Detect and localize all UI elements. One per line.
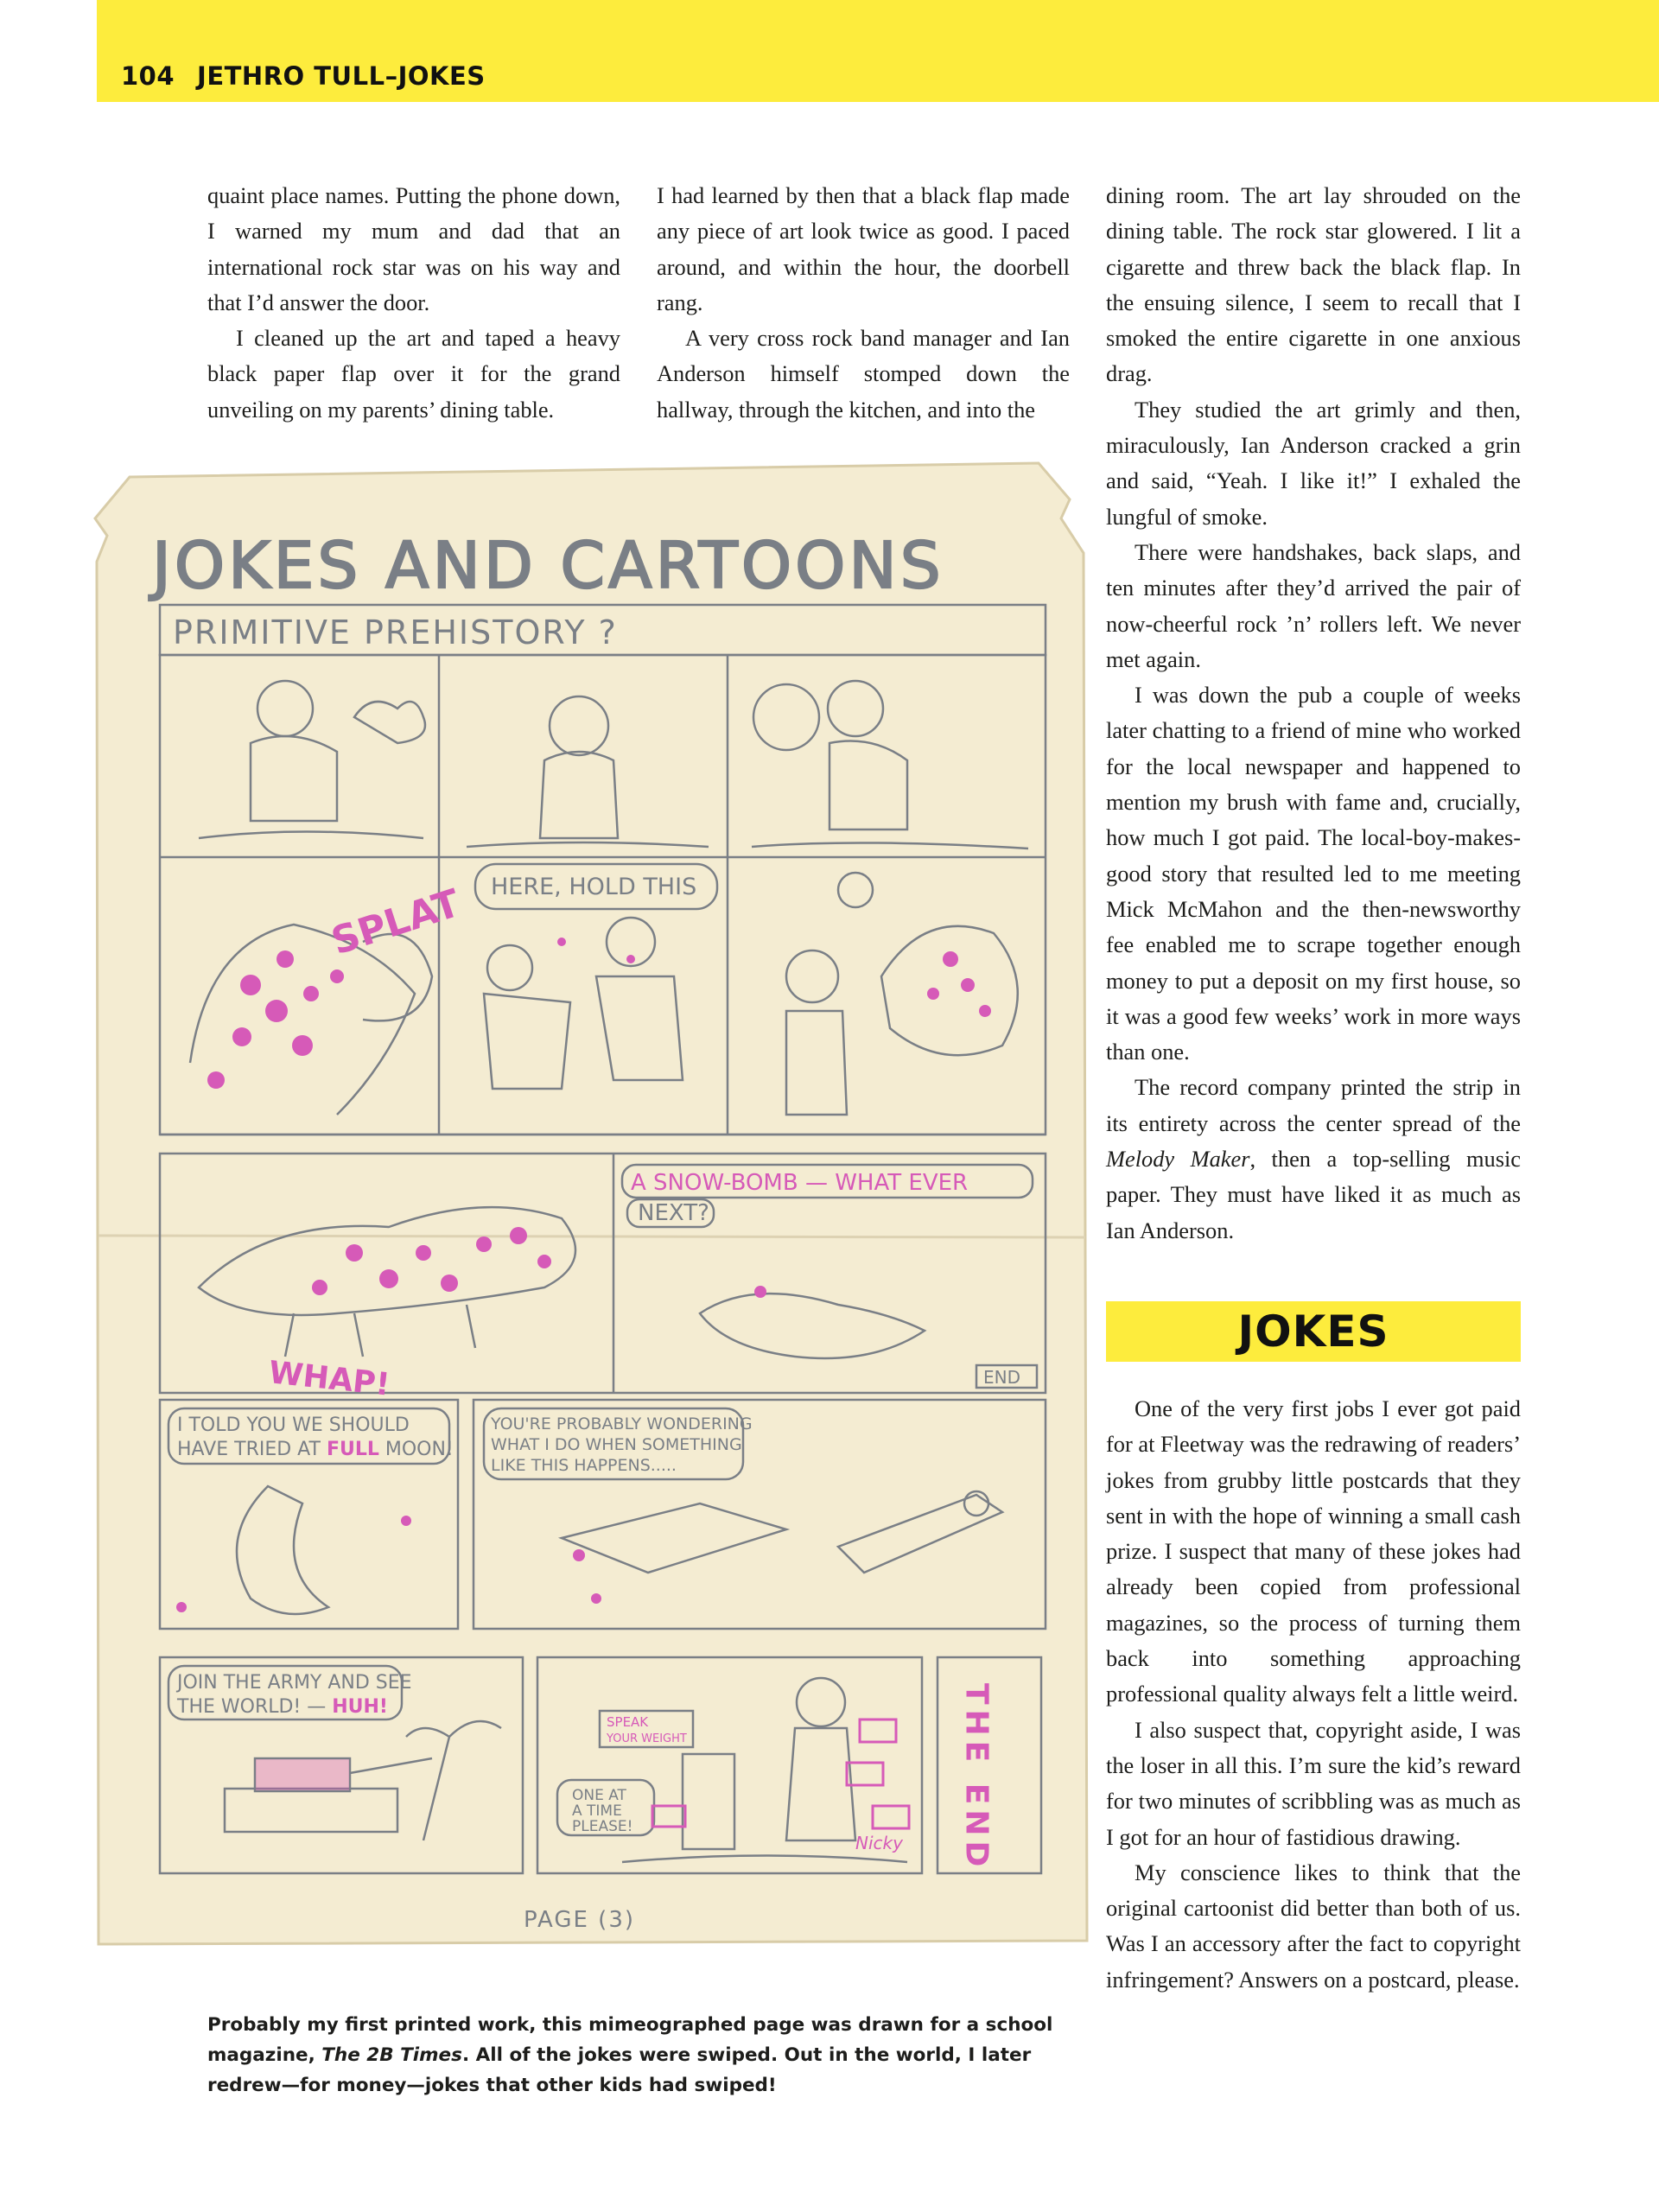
text-run: . All of the jokes were swiped. Out in the world, I later redrew—for money—jokes that other kids had swiped! bbox=[207, 2044, 1032, 2096]
paragraph: My conscience likes to think that the original cartoonist did better than both of us. Was I an accessory after the fact to copyright infringement? Answers on a postcard, please. bbox=[1106, 1859, 1521, 1993]
sign-one-line3: PLEASE! bbox=[572, 1818, 633, 1835]
text-run: The record company printed the strip in its entirety across the center spread of the bbox=[1106, 1074, 1521, 1136]
end-label: END bbox=[983, 1367, 1020, 1388]
paragraph: A very cross rock band manager and Ian Anderson himself stomped down the hallway, through the kitchen, and into the bbox=[657, 325, 1070, 423]
paragraph: One of the very first jobs I ever got paid for at Fleetway was the redrawing of readers’ jokes from grubby little postcards that they sent in with the hope of winning a small cash prize. I suspect that many of these jokes had already been copied from professional magazines, so the process of turning them back into something approaching professional quality always felt a little weird. bbox=[1106, 1395, 1521, 1707]
sign-speak-line2: YOUR WEIGHT bbox=[607, 1732, 687, 1745]
magazine-title: The 2B Times bbox=[321, 2044, 462, 2066]
paragraph: They studied the art grimly and then, miraculously, Ian Anderson cracked a grin and said, “Yeah. I like it!” I exhaled the lungful of smoke. bbox=[1106, 396, 1521, 530]
section-heading: JOKES bbox=[1106, 1301, 1521, 1362]
bubble-army-line1: JOIN THE ARMY AND SEE bbox=[177, 1672, 412, 1694]
sign-one-line1: ONE AT bbox=[572, 1787, 626, 1804]
page-label: PAGE (3) bbox=[524, 1907, 636, 1933]
paragraph: I was down the pub a couple of weeks later chatting to a friend of mine who worked for the local newspaper and happened to mention my brush with fame and, crucially, how much I got paid. The local-boy-makes-good story that resulted led to me meeting Mick McMahon and the then-newsworthy fee enabled me to scrape together enough money to put a deposit on my first house, so it was a good few weeks’ work in more ways than one. bbox=[1106, 682, 1521, 1065]
publication-title: Melody Maker bbox=[1106, 1146, 1250, 1173]
fold-crease bbox=[99, 1236, 1085, 1237]
text-run: Probably my first printed work, this mimeographed page was drawn for a school magazine, bbox=[207, 2014, 1053, 2066]
bubble-wonder-line3: LIKE THIS HAPPENS..... bbox=[491, 1456, 677, 1475]
jokes-section-body bbox=[1106, 1391, 1521, 1998]
bubble-army-line2 bbox=[176, 1696, 388, 1718]
paragraph: I had learned by then that a black flap made any piece of art look twice as good. I paced around, and within the hour, the doorbell rang. bbox=[657, 182, 1070, 315]
body-column-3 bbox=[1106, 178, 1521, 1249]
bubble-army-text: THE WORLD! — bbox=[177, 1696, 333, 1718]
the-end-vertical: THE END bbox=[958, 1683, 995, 1872]
body-column-1 bbox=[207, 178, 620, 428]
bubble-moon-full: FULL bbox=[326, 1439, 379, 1460]
body-column-2 bbox=[657, 178, 1070, 428]
comic-title: JOKES AND CARTOONS bbox=[152, 529, 944, 603]
paragraph: quaint place names. Putting the phone down, I warned my mum and dad that an international rock star was on his way and that I’d answer the door. bbox=[207, 182, 620, 315]
sfx-splat: SPLAT bbox=[326, 880, 466, 964]
text-run: , then a top-selling music paper. They must have liked it as much as Ian Anderson. bbox=[1106, 1146, 1522, 1243]
bubble-moon-line1: I TOLD YOU WE SHOULD bbox=[177, 1414, 410, 1436]
sign-speak-line1: SPEAK bbox=[607, 1714, 649, 1730]
bubble-wonder-line1: YOU'RE PROBABLY WONDERING bbox=[491, 1414, 753, 1433]
union-jack-flag bbox=[256, 1759, 349, 1790]
paragraph: I also suspect that, copyright aside, I was the loser in all this. I’m sure the kid’s reward for two minutes of scribbling was as much as I got for an hour of fastidious drawing. bbox=[1106, 1716, 1521, 1850]
bubble-wonder-line2: WHAT I DO WHEN SOMETHING bbox=[491, 1435, 742, 1454]
paragraph: dining room. The art lay shrouded on the dining table. The rock star glowered. I lit a cigarette and threw back the black flap. In the ensuing silence, I seem to recall that I smoked the entire cigarette in one anxious drag. bbox=[1106, 182, 1521, 387]
comic-page-image bbox=[78, 458, 1097, 1979]
paragraph: There were handshakes, back slaps, and ten minutes after they’d arrived the pair of now-cheerful rock ’n’ rollers left. We never met again. bbox=[1106, 538, 1521, 672]
bubble-moon-text: HAVE TRIED AT bbox=[177, 1439, 327, 1460]
bubble-moon-line2 bbox=[177, 1439, 454, 1460]
bubble-hold-this: HERE, HOLD THIS bbox=[491, 874, 697, 900]
paragraph: I cleaned up the art and taped a heavy black paper flap over it for the grand unveiling on my parents’ dining table. bbox=[207, 325, 620, 423]
sign-one-line2: A TIME bbox=[572, 1802, 622, 1820]
bubble-army-huh: HUH! bbox=[332, 1696, 388, 1718]
running-title: JETHRO TULL–JOKES bbox=[197, 61, 486, 91]
strip-title: PRIMITIVE PREHISTORY ? bbox=[173, 613, 618, 652]
artist-signature: Nicky bbox=[855, 1833, 903, 1853]
caption-text bbox=[207, 2010, 1070, 2101]
running-header bbox=[121, 61, 486, 91]
bubble-snow-bomb-line2: NEXT? bbox=[638, 1200, 709, 1226]
image-caption bbox=[207, 2010, 1070, 2101]
bubble-moon-text: MOON! bbox=[378, 1439, 454, 1460]
page-number: 104 bbox=[121, 61, 175, 91]
bubble-snow-bomb-line1: A SNOW-BOMB — WHAT EVER bbox=[631, 1170, 969, 1196]
sfx-whap: WHAP! bbox=[267, 1355, 392, 1403]
paragraph bbox=[1106, 1070, 1521, 1248]
